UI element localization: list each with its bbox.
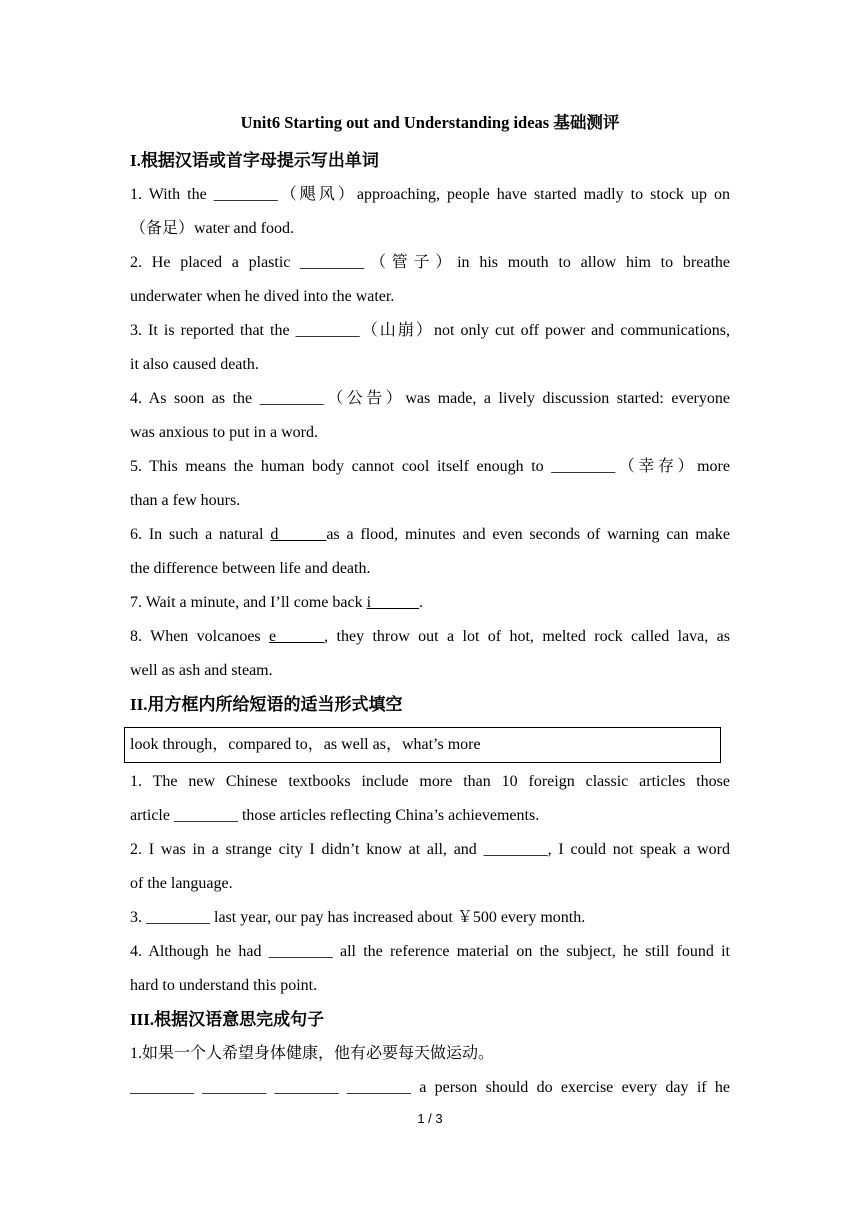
section-3-heading: III.根据汉语意思完成句子 [130,1010,325,1029]
question-8-prefix: 8. When volcanoes [130,628,270,645]
question-1-line-1: 1. With the ________（飓风）approaching, people have started madly to stock up on [130,186,730,203]
question-7-line-1 [130,586,730,620]
question-1-line-2: （备足）water and food. [130,220,294,237]
s2-question-1-line-2: article ________ those articles reflecting China’s achievements. [130,807,540,824]
question-8-underline: ______ [276,628,325,645]
question-8-blank [269,628,324,645]
question-7-hint: i [366,594,372,611]
question-6-prefix: 6. In such a natural [130,526,271,543]
question-3-line-2: it also caused death. [130,356,259,373]
question-6-suffix: as a flood, minutes and even seconds of warning can make [326,526,730,543]
worksheet-body [130,144,730,1105]
page-number: 1 / 3 [417,1111,443,1126]
question-2-line-2: underwater when he dived into the water. [130,288,395,305]
question-6-underline: ______ [278,526,327,543]
s3-question-1-line-2: ________ ________ ________ ________ a person should do exercise every day if he [130,1079,730,1096]
question-3-line-1: 3. It is reported that the ________（山崩）not only cut off power and communications, [130,322,730,339]
question-6-hint: d [270,526,279,543]
phrase-box: look through，compared to，as well as，what’s more [124,727,721,763]
s2-question-4-line-2: hard to understand this point. [130,977,318,994]
question-5-line-1: 5. This means the human body cannot cool itself enough to ________（幸存）more [130,458,730,475]
s3-question-1-chinese: 1.如果一个人希望身体健康，他有必要每天做运动。 [130,1045,495,1062]
s2-question-2-line-1: 2. I was in a strange city I didn’t know at all, and ________, I could not speak a word [130,841,730,858]
question-7-blank [367,594,419,611]
question-5-line-2: than a few hours. [130,492,241,509]
question-8-line-1 [130,620,730,654]
s2-question-4-line-1: 4. Although he had ________ all the reference material on the subject, he still found it [130,943,730,960]
question-2-line-1: 2. He placed a plastic ________（管子）in his mouth to allow him to breathe [130,254,730,271]
question-6-line-2: the difference between life and death. [130,560,371,577]
question-8-line-2: well as ash and steam. [130,662,273,679]
question-8-hint: e [269,628,277,645]
question-7-underline: ______ [371,594,420,611]
section-1-heading: I.根据汉语或首字母提示写出单词 [130,151,379,170]
question-7-suffix: . [419,594,424,611]
s2-question-2-line-2: of the language. [130,875,233,892]
question-4-line-2: was anxious to put in a word. [130,424,318,441]
question-7-prefix: 7. Wait a minute, and I’ll come back [130,594,367,611]
question-8-suffix: , they throw out a lot of hot, melted rock called lava, as [324,628,730,645]
page-title: Unit6 Starting out and Understanding ideas 基础测评 [240,113,620,132]
question-4-line-1: 4. As soon as the ________（公告）was made, a lively discussion started: everyone [130,390,730,407]
question-6-blank [270,526,326,543]
s2-question-1-line-1: 1. The new Chinese textbooks include more than 10 foreign classic articles those [130,773,730,790]
question-6-line-1 [130,518,730,552]
s2-question-3-line-1: 3. ________ last year, our pay has increased about ￥500 every month. [130,909,586,926]
section-2-heading: II.用方框内所给短语的适当形式填空 [130,695,403,714]
